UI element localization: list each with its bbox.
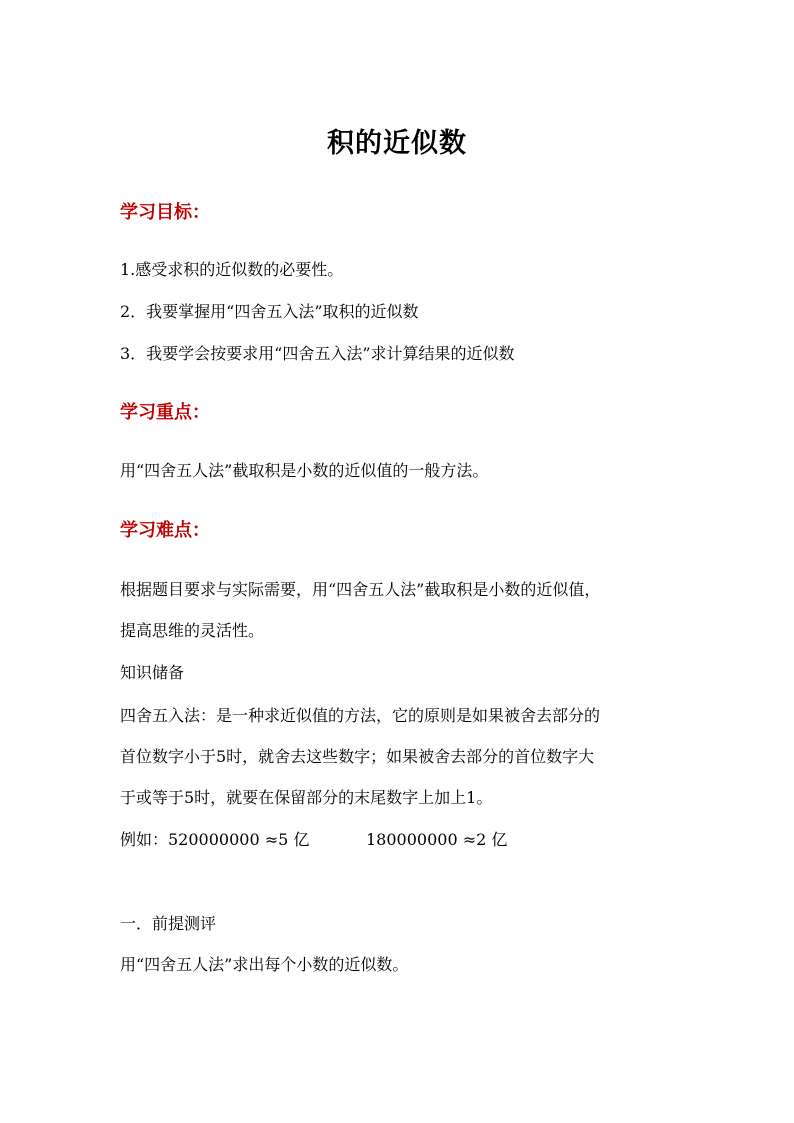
knowledge-line-1: 四舍五入法：是一种求近似值的方法，它的原则是如果被舍去部分的 <box>120 706 601 725</box>
example-b: 180000000 ≈2 亿 <box>366 830 508 849</box>
knowledge-heading: 知识储备 <box>120 663 185 682</box>
page-title: 积的近似数 <box>327 128 467 159</box>
difficulties-line-2: 提高思维的灵活性。 <box>120 621 265 640</box>
section-one-heading: 一．前提测评 <box>120 914 217 933</box>
difficulties-line-1: 根据题目要求与实际需要，用“四舍五人法”截取积是小数的近似值， <box>120 580 601 599</box>
objective-item-3: 3．我要学会按要求用“四舍五入法”求计算结果的近似数 <box>120 344 515 363</box>
section-one-text: 用“四舍五人法”求出每个小数的近似数。 <box>120 955 409 974</box>
key-points-heading: 学习重点： <box>120 402 210 423</box>
knowledge-line-2: 首位数字小于5时，就舍去这些数字；如果被舍去部分的首位数字大 <box>120 747 595 766</box>
key-points-text: 用“四舍五人法”截取积是小数的近似值的一般方法。 <box>120 461 489 480</box>
objective-item-1: 1.感受求积的近似数的必要性。 <box>120 260 344 279</box>
objectives-heading: 学习目标： <box>120 202 210 223</box>
difficulties-heading: 学习难点： <box>120 520 210 541</box>
knowledge-line-3: 于或等于5时，就要在保留部分的末尾数字上加上1。 <box>120 788 493 807</box>
objective-item-2: 2．我要掌握用“四舍五入法”取积的近似数 <box>120 302 419 321</box>
example-a: 例如：520000000 ≈5 亿 <box>120 830 310 849</box>
